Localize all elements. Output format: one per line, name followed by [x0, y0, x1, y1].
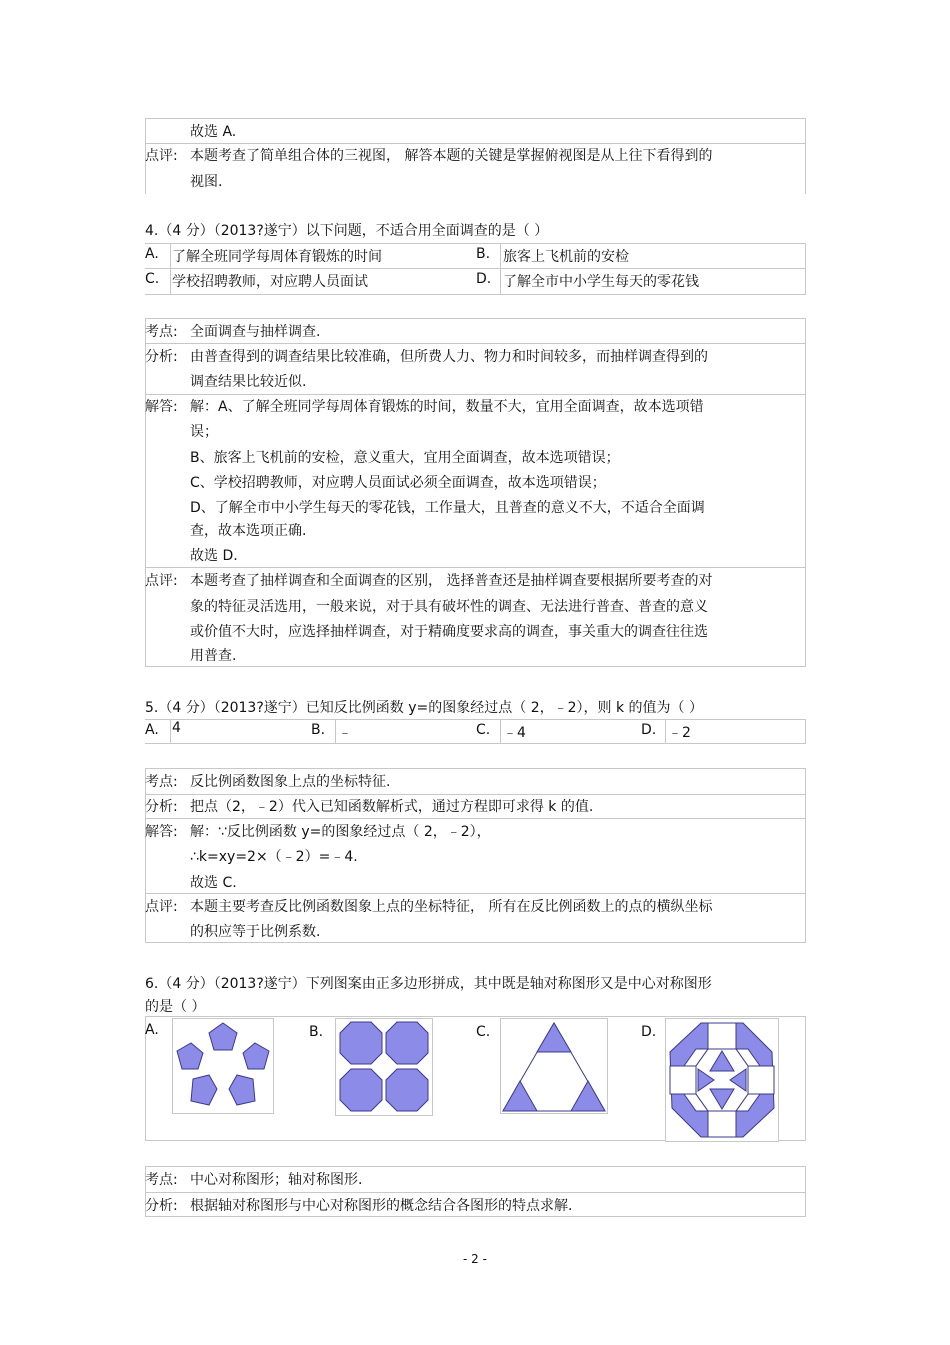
q5-option-a-letter: A. [145, 722, 159, 738]
q6-figure-b-octagon-pattern [335, 1018, 433, 1116]
square-top [708, 1023, 736, 1049]
q4-kaodian-text: 全面调查与抽样调查. [190, 324, 321, 340]
octagon-bottom-right [386, 1069, 428, 1111]
review-text-2: 视图. [190, 174, 223, 190]
q4-option-d-letter: D. [476, 271, 492, 287]
q5-option-a-text: 4 [172, 720, 181, 736]
page-number: - 2 - [463, 1252, 487, 1266]
q4-dianping-line-2: 象的特征灵活选用，一般来说，对于具有破坏性的调查、无法进行普查、普查的意义 [190, 599, 708, 615]
q6-figure-c-triangle-hexagon-pattern [500, 1018, 608, 1114]
q4-option-d-text: 了解全市中小学生每天的零花钱 [503, 274, 699, 290]
q6-option-b-letter: B. [309, 1024, 324, 1040]
q4-jieda-line-7: 故选 D. [190, 548, 238, 564]
q4-option-c-letter: C. [145, 271, 160, 287]
square-right [748, 1066, 774, 1094]
q5-fenxi-label: 分析: [145, 799, 178, 815]
q4-stem: 4.（4 分）（2013?遂宁）以下问题，不适合用全面调查的是（ ） [145, 223, 549, 239]
q6-fenxi-text: 根据轴对称图形与中心对称图形的概念结合各图形的特点求解. [190, 1198, 573, 1214]
top-answer-line: 故选 A. [190, 124, 237, 140]
pentagon-bottom-right [229, 1075, 255, 1105]
q4-jieda-line-3: B、旅客上飞机前的安检，意义重大，宜用全面调查，故本选项错误； [190, 450, 620, 466]
q6-option-d-letter: D. [641, 1024, 657, 1040]
pentagon-left [177, 1043, 203, 1069]
q4-dianping-line-1: 本题考查了抽样调查和全面调查的区别， 选择普查还是抽样调查要根据所要考查的对 [190, 573, 713, 589]
q5-jieda-line-2: ∴k=xy=2×（﹣2）=﹣4. [190, 849, 358, 865]
q4-option-b-letter: B. [476, 246, 491, 262]
q6-fenxi-label: 分析: [145, 1198, 178, 1214]
octagon-top-right [386, 1022, 428, 1064]
q5-jieda-label: 解答: [145, 824, 178, 840]
q5-dianping-line-1: 本题主要考查反比例函数图象上点的坐标特征， 所有在反比例函数上的点的横纵坐标 [190, 899, 713, 915]
q5-option-b-letter: B. [311, 722, 326, 738]
q4-fenxi-label: 分析: [145, 349, 178, 365]
pentagon-bottom-left [191, 1075, 217, 1105]
q6-kaodian-label: 考点: [145, 1172, 178, 1188]
corner-triangle-top [537, 1023, 571, 1052]
q4-option-b-text: 旅客上飞机前的安检 [503, 249, 629, 265]
q5-option-c-letter: C. [476, 722, 491, 738]
q4-fenxi-text-1: 由普查得到的调查结果比较准确，但所费人力、物力和时间较多，而抽样调查得到的 [190, 349, 708, 365]
q6-kaodian-text: 中心对称图形；轴对称图形. [190, 1172, 363, 1188]
q4-dianping-line-3: 或价值不大时，应选择抽样调查，对于精确度要求高的调查，事关重大的调查往往选 [190, 624, 708, 640]
q6-figure-d-octagon-pattern [665, 1018, 779, 1142]
q5-stem: 5.（4 分）（2013?遂宁）已知反比例函数 y=的图象经过点（ 2，﹣2），则 k 的值为（ ） [145, 700, 703, 716]
q4-jieda-line-2: 误； [190, 424, 218, 440]
q5-dianping-label: 点评: [145, 899, 178, 915]
q5-option-c-text: ﹣4 [503, 725, 526, 741]
q5-dianping-line-2: 的积应等于比例系数. [190, 924, 321, 940]
q4-option-c-text: 学校招聘教师，对应聘人员面试 [172, 274, 368, 290]
q4-kaodian-label: 考点: [145, 324, 178, 340]
review-text-1: 本题考查了简单组合体的三视图， 解答本题的关键是掌握俯视图是从上往下看得到的 [190, 148, 713, 164]
octagon-bottom-left [340, 1069, 382, 1111]
pentagon-right [243, 1043, 269, 1069]
q6-stem-line-1: 6.（4 分）（2013?遂宁）下列图案由正多边形拼成，其中既是轴对称图形又是中心对称图形 [145, 976, 712, 992]
q4-dianping-label: 点评: [145, 573, 178, 589]
q4-dianping-line-4: 用普查. [190, 648, 237, 664]
q4-option-a-letter: A. [145, 246, 159, 262]
square-bottom [708, 1111, 736, 1137]
octagon-top-left [340, 1022, 382, 1064]
q5-kaodian-label: 考点: [145, 774, 178, 790]
square-left [670, 1066, 696, 1094]
q5-option-b-text: ﹣ [338, 725, 352, 741]
q4-jieda-label: 解答: [145, 399, 178, 415]
q5-jieda-line-1: 解：∵反比例函数 y=的图象经过点（ 2，﹣2）， [190, 824, 491, 840]
q5-jieda-line-3: 故选 C. [190, 875, 237, 891]
q5-kaodian-text: 反比例函数图象上点的坐标特征. [190, 774, 391, 790]
q5-option-d-text: ﹣2 [668, 725, 691, 741]
q5-fenxi-text: 把点（2，﹣2）代入已知函数解析式，通过方程即可求得 k 的值. [190, 799, 594, 815]
q4-jieda-line-1: 解：A、了解全班同学每周体育锻炼的时间，数量不大，宜用全面调查，故本选项错 [190, 399, 704, 415]
q4-jieda-line-6: 查，故本选项正确. [190, 523, 307, 539]
q5-option-d-letter: D. [641, 722, 657, 738]
q4-option-a-text: 了解全班同学每周体育锻炼的时间 [172, 249, 382, 265]
pentagon-top [209, 1023, 237, 1050]
q6-figure-a-pentagon-pattern [172, 1018, 274, 1114]
q6-option-a-letter: A. [145, 1022, 159, 1038]
q4-fenxi-text-2: 调查结果比较近似. [190, 374, 307, 390]
q4-jieda-line-4: C、学校招聘教师，对应聘人员面试必须全面调查，故本选项错误； [190, 475, 606, 491]
q6-option-c-letter: C. [476, 1024, 491, 1040]
q6-stem-line-2: 的是（ ） [145, 999, 206, 1015]
review-label: 点评: [145, 148, 178, 164]
q4-jieda-line-5: D、了解全市中小学生每天的零花钱，工作量大，且普查的意义不大，不适合全面调 [190, 500, 705, 516]
